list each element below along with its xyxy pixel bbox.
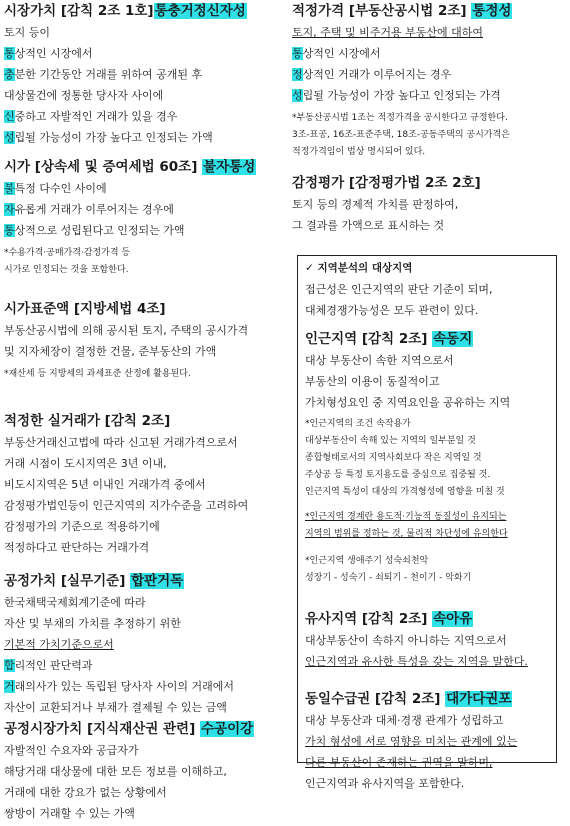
text-line: 부동산의 이용이 동질적이고	[305, 375, 440, 388]
text-line: 가치 형성에 서로 영향을 미치는 관계에 있는	[305, 735, 518, 748]
section-appropriate-price	[292, 0, 566, 161]
text-line: 토지 등이	[4, 26, 51, 39]
text-line: 접근성은 인근지역의 판단 기준이 되며,	[305, 283, 493, 296]
text-line: 거래의사가 있는 독립된 당사자 사이의 거래에서	[4, 680, 235, 693]
section-supply-demand-area	[305, 688, 553, 794]
mnemonic-tag: 합판거독	[131, 573, 184, 589]
section-fair-market-value	[4, 718, 282, 824]
section-title: 동일수급권 [감칙 2조] 대가다권포	[305, 691, 512, 707]
note-line: *수용가격·공매가격·감정가격 등	[4, 248, 131, 258]
text-line: 충분한 기간동안 거래를 위하여 공개된 후	[4, 68, 203, 81]
text-line: 정상적인 거래가 이루어지는 경우	[292, 68, 452, 81]
section-title: 유사지역 [감칙 2조] 속아유	[305, 611, 473, 627]
note-line: 지역의 범위를 정하는 것, 물리적 차단성에 유의한다	[305, 529, 508, 539]
section-title: 시가표준액 [지방세법 4조]	[4, 301, 166, 317]
section-neighborhood	[305, 328, 553, 587]
section-title: 적정한 실거래가 [감칙 2조]	[4, 413, 171, 429]
text-line: 통상적으로 성립된다고 인정되는 가액	[4, 224, 185, 237]
text-line: 기본적 가치기준으로서	[4, 638, 114, 651]
text-line: 성립될 가능성이 가장 높다고 인정되는 가격	[292, 89, 501, 102]
text-line: 해당거래 대상물에 대한 모든 정보를 이해하고,	[4, 765, 227, 778]
mnemonic-tag: 속동지	[433, 331, 473, 347]
text-line: 부동산거래신고법에 따라 신고된 거래가격으로서	[4, 436, 238, 449]
text-line: 적정하다고 판단하는 거래가격	[4, 541, 150, 554]
note-line: 주상공 등 특정 토지용도를 중심으로 집중될 것.	[305, 470, 491, 480]
text-line: 그 결과를 가액으로 표시하는 것	[292, 219, 445, 232]
text-line: 토지 등의 경제적 가치를 판정하여,	[292, 198, 459, 211]
section-title: 시장가치 [감칙 2조 1호]통충거정신자성	[4, 3, 246, 19]
text-line: 자산이 교환되거나 부채가 결제될 수 있는 금액	[4, 701, 227, 714]
section-appraisal	[292, 172, 566, 236]
text-line: 인근지역과 유사한 특성을 갖는 지역을 말한다.	[305, 655, 528, 668]
text-line: 대상물건에 정통한 당사자 사이에	[4, 89, 164, 102]
note-line: 시가로 인정되는 것을 포함한다.	[4, 265, 129, 275]
section-title: 인근지역 [감칙 2조] 속동지	[305, 331, 473, 347]
text-line: 다른 부동산이 존재하는 권역을 말하며,	[305, 756, 493, 769]
text-line: 자발적인 수요자와 공급자가	[4, 744, 139, 757]
text-line: 통상적인 시장에서	[292, 47, 381, 60]
section-market-price	[4, 156, 282, 279]
mnemonic-tag: 통충거정신자성	[154, 3, 246, 19]
note-line: 대상부동산이 속해 있는 지역의 일부분일 것	[305, 436, 476, 446]
text-line: 불특정 다수인 사이에	[4, 182, 107, 195]
note-line: 인근지역 특성이 대상의 가격형성에 영향을 미칠 것	[305, 487, 505, 497]
mnemonic-tag: 수공이강	[200, 721, 254, 737]
note-line: *재산세 등 지방세의 과세표준 산정에 활용된다.	[4, 369, 191, 379]
text-line: 거래에 대한 강요가 없는 상황에서	[4, 786, 167, 799]
note-line: *인근지역 생애주기 성숙쇠천악	[305, 556, 429, 566]
section-actual-trade-price	[4, 410, 282, 558]
note-line: *부동산공시법 1조는 적정가격을 공시한다고 규정한다.	[292, 113, 508, 123]
text-line: 및 지자체장이 결정한 건물, 준부동산의 가액	[4, 345, 217, 358]
text-line: 대상부동산이 속하지 아니하는 지역으로서	[305, 634, 507, 647]
section-fair-value	[4, 570, 282, 718]
text-line: 가치형성요인 중 지역요인을 공유하는 지역	[305, 396, 511, 409]
mnemonic-tag: 통정성	[472, 3, 512, 19]
text-line: 감정평가의 기준으로 적용하기에	[4, 520, 160, 533]
text-line: 대상 부동산이 속한 지역으로서	[305, 354, 454, 367]
text-line: 비도시지역은 5년 이내인 거래가격 중에서	[4, 478, 206, 491]
section-title: 적정가격 [부동산공시법 2조] 통정성	[292, 3, 512, 19]
box-heading: ✓ 지역분석의 대상지역	[305, 262, 413, 274]
text-line: 자산 및 부채의 가치를 추정하기 위한	[4, 617, 181, 630]
section-similar-area	[305, 608, 553, 672]
section-title: 감정평가 [감정평가법 2조 2호]	[292, 175, 481, 191]
text-line: 거래 시점이 도시지역은 3년 이내,	[4, 457, 167, 470]
mnemonic-tag: 대가다권포	[446, 691, 512, 707]
text-line: 인근지역과 유사지역을 포함한다.	[305, 777, 465, 790]
text-line: 신중하고 자발적인 거래가 있을 경우	[4, 110, 178, 123]
text-line: 자유롭게 거래가 이루어지는 경우에	[4, 203, 174, 216]
text-line: 통상적인 시장에서	[4, 47, 93, 60]
text-line: 감정평가법인등이 인근지역의 지가수준을 고려하여	[4, 499, 249, 512]
text-line: 대체경쟁가능성은 모두 관련이 있다.	[305, 304, 479, 317]
note-line: 적정가격임이 법상 명시되어 있다.	[292, 147, 426, 157]
text-line: 성립될 가능성이 가장 높다고 인정되는 가액	[4, 131, 213, 144]
note-line: *인근지역의 조건 속작용가	[305, 419, 411, 429]
text-line: 부동산공시법에 의해 공시된 토지, 주택의 공시가격	[4, 324, 249, 337]
section-standard-value	[4, 298, 282, 383]
mnemonic-tag: 속아유	[433, 611, 473, 627]
section-title: 시가 [상속세 및 증여세법 60조] 불자통성	[4, 159, 256, 175]
text-line: 대상 부동산과 대체·경쟁 관계가 성립하고	[305, 714, 504, 727]
text-line: 토지, 주택 및 비주거용 부동산에 대하여	[292, 26, 483, 39]
section-title: 공정가치 [실무기준] 합판거독	[4, 573, 184, 589]
note-line: 3조-표공, 16조-표준주택, 18조-공동주택의 공시가격은	[292, 130, 510, 140]
note-line: 성장기 - 성숙기 - 쇠퇴기 - 천이기 - 악화기	[305, 573, 472, 583]
regional-analysis-box	[297, 255, 557, 790]
text-line: 한국채택국제회계기준에 따라	[4, 596, 146, 609]
section-market-value	[4, 0, 282, 148]
text-line: 쌍방이 거래할 수 있는 가액	[4, 807, 135, 820]
note-line: 종합형태로서의 지역사회보다 작은 지역일 것	[305, 453, 482, 463]
section-title: 공정시장가치 [지식재산권 관련] 수공이강	[4, 721, 254, 737]
mnemonic-tag: 불자통성	[203, 159, 256, 175]
note-line: *인근지역 경계란 용도적·기능적 동질성이 유지되는	[305, 512, 507, 522]
text-line: 합리적인 판단력과	[4, 659, 93, 672]
